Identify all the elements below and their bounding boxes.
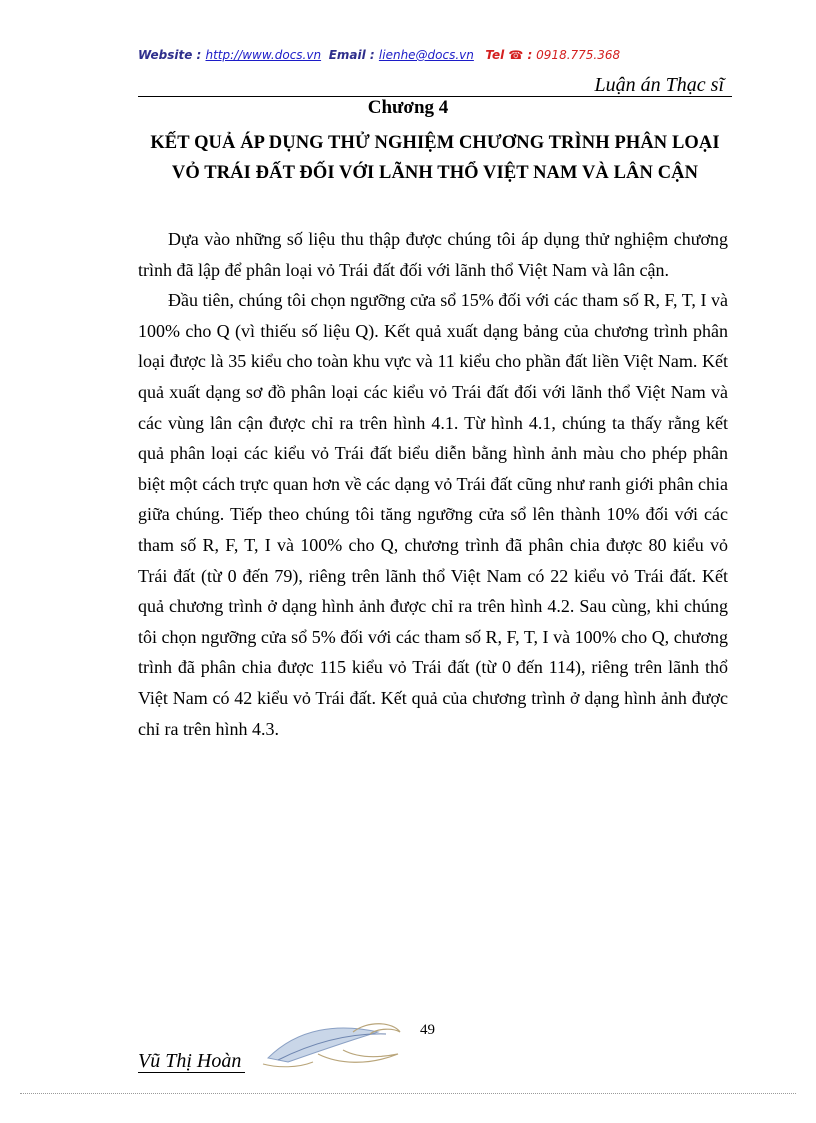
header-contact-bar [138, 48, 638, 66]
tel-label: Tel ☎ : [485, 48, 533, 62]
email-link[interactable]: lienhe@docs.vn [378, 48, 474, 62]
chapter-title-line-1: KẾT QUẢ ÁP DỤNG THỬ NGHIỆM CHƯƠNG TRÌNH PHÂN LOẠI [150, 133, 720, 153]
thesis-label: Luận án Thạc sĩ [595, 74, 732, 97]
paragraph-1: Dựa vào những số liệu thu thập được chúng tôi áp dụng thử nghiệm chương trình đã lập để phân loại vỏ Trái đất đối với lãnh thổ Việt Nam và lân cận. [138, 229, 728, 280]
author-name: Vũ Thị Hoàn [138, 1050, 245, 1073]
page-number: 49 [420, 1022, 435, 1038]
website-label: Website : [138, 48, 206, 62]
chapter-title [130, 128, 740, 188]
feather-swirl-icon [258, 1018, 408, 1070]
chapter-heading: Chương 4 [367, 97, 449, 118]
footer-divider [20, 1093, 796, 1094]
chapter-title-line-2: VỎ TRÁI ĐẤT ĐỐI VỚI LÃNH THỔ VIỆT NAM VÀ LÂN CẬN [171, 163, 699, 183]
tel-value: 0918.775.368 [532, 48, 621, 62]
body-text [138, 224, 728, 744]
paragraph-2: Đầu tiên, chúng tôi chọn ngưỡng cửa sổ 15% đối với các tham số R, F, T, I và 100% cho Q (vì thiếu số liệu Q). Kết quả xuất dạng bảng của chương trình phân loại được là 35 kiểu cho toàn khu vực và 11 kiểu cho phần đất liền Việt Nam. Kết quả xuất dạng sơ đồ phân loại các kiểu vỏ Trái đất đối với lãnh thổ Việt Nam và các vùng lân cận được chỉ ra trên hình 4.1. Từ hình 4.1, chúng ta thấy rằng kết quả phân loại các kiểu vỏ Trái đất biểu diễn bằng hình ảnh màu cho phép phân biệt một cách trực quan hơn về các dạng vỏ Trái đất cũng như ranh giới phân chia giữa chúng. Tiếp theo chúng tôi tăng ngưỡng cửa sổ lên thành 10% đối với các tham số R, F, T, I và 100% cho Q, chương trình đã phân chia được 80 kiểu vỏ Trái đất (từ 0 đến 79), riêng trên lãnh thổ Việt Nam có 22 kiểu vỏ Trái đất. Kết quả chương trình ở dạng hình ảnh được chỉ ra trên hình 4.2. Sau cùng, khi chúng tôi chọn ngưỡng cửa sổ 5% đối với các tham số R, F, T, I và 100% cho Q, chương trình đã phân chia được 115 kiểu vỏ Trái đất (từ 0 đến 114), riêng trên lãnh thổ Việt Nam có 42 kiểu vỏ Trái đất. Kết quả của chương trình ở dạng hình ảnh được chỉ ra trên hình 4.3. [138, 290, 728, 739]
email-separator: : [365, 48, 379, 62]
website-link[interactable]: http://www.docs.vn [205, 48, 322, 62]
email-label: Email [328, 48, 366, 62]
